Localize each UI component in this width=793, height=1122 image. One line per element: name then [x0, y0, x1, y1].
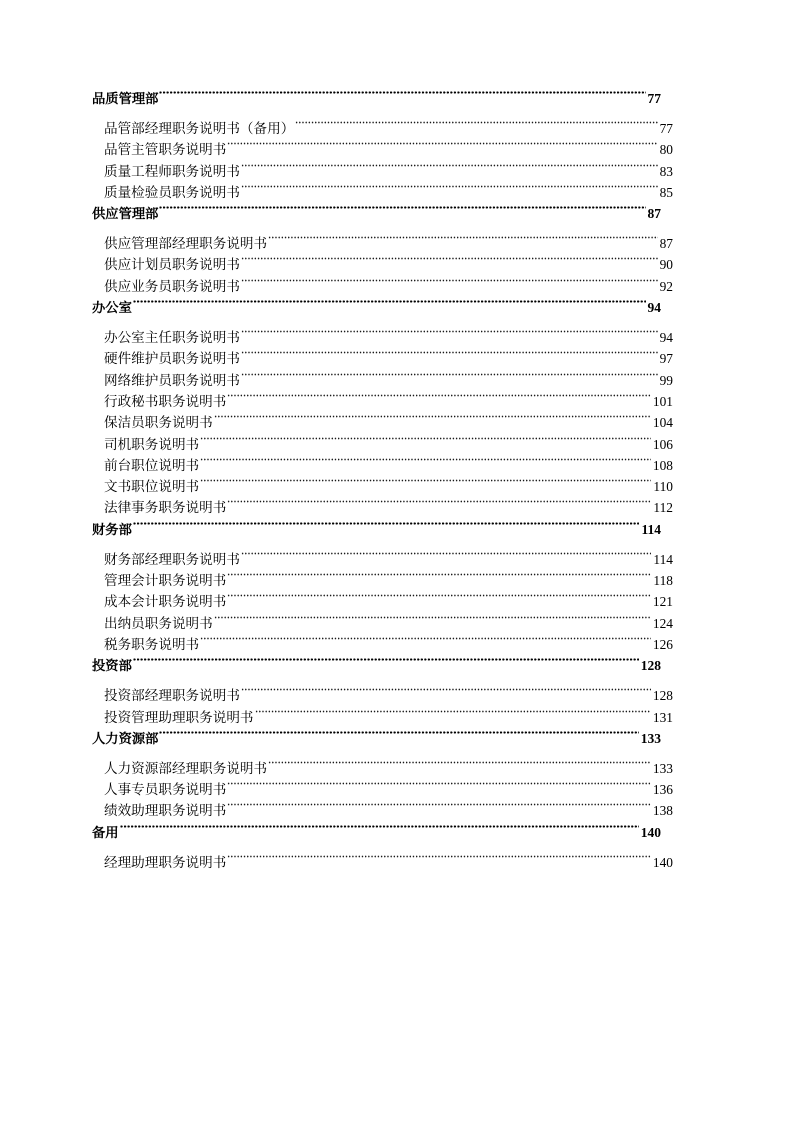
toc-entry-page-number: 80 — [659, 142, 673, 158]
dot-leader — [241, 184, 658, 197]
toc-entry-page-number: 128 — [652, 688, 673, 704]
dot-leader — [241, 163, 658, 176]
toc-entry-label: 前台职位说明书 — [104, 457, 200, 473]
dot-leader — [255, 709, 651, 722]
toc-entry-label: 文书职位说明书 — [104, 479, 200, 495]
toc-entry-row[interactable] — [92, 591, 673, 612]
toc-entry-page-number: 110 — [653, 479, 673, 495]
toc-entry-page-number: 77 — [659, 121, 673, 136]
toc-entry-page-number: 85 — [659, 184, 673, 200]
dot-leader — [241, 278, 658, 291]
dot-leader — [133, 657, 639, 670]
toc-entry-label: 硬件维护员职务说明书 — [104, 351, 240, 367]
dot-leader — [241, 350, 658, 363]
toc-entry-label: 供应管理部经理职务说明书 — [104, 236, 268, 252]
toc-entry-label: 人力资源部经理职务说明书 — [104, 760, 268, 776]
dot-leader — [159, 205, 645, 218]
dot-leader — [200, 457, 651, 470]
dot-leader — [200, 478, 651, 491]
dot-leader — [227, 393, 651, 406]
toc-entry-page-number: 97 — [659, 351, 673, 367]
toc-entry-label: 质量工程师职务说明书 — [104, 163, 240, 179]
toc-entry-label: 保洁员职务说明书 — [104, 415, 213, 431]
toc-entry-label: 成本会计职务说明书 — [104, 594, 227, 610]
toc-entry-label: 品管主管职务说明书 — [104, 142, 227, 158]
toc-entry-row[interactable] — [92, 348, 673, 369]
dot-leader — [241, 372, 658, 385]
toc-entry-page-number: 131 — [652, 709, 673, 725]
dot-leader — [159, 730, 638, 743]
toc-entry-label: 质量检验员职务说明书 — [104, 184, 240, 200]
toc-entry-row[interactable] — [92, 412, 673, 433]
toc-entry-page-number: 104 — [652, 415, 673, 431]
toc-heading-label: 办公室 — [92, 300, 132, 316]
toc-section — [92, 203, 673, 297]
toc-entry-row[interactable] — [92, 370, 673, 391]
toc-entry-label: 网络维护员职务说明书 — [104, 372, 240, 388]
toc-section — [92, 519, 673, 655]
toc-entry-page-number: 124 — [652, 615, 673, 631]
toc-entry-row[interactable] — [92, 634, 673, 655]
toc-heading-page-number: 133 — [640, 730, 661, 746]
toc-entry-row[interactable] — [92, 118, 673, 139]
toc-heading-row[interactable] — [92, 88, 661, 109]
toc-heading-label: 供应管理部 — [92, 206, 159, 222]
toc-entry-row[interactable] — [92, 549, 673, 570]
toc-entry-label: 投资管理助理职务说明书 — [104, 709, 254, 725]
toc-entry-row[interactable] — [92, 434, 673, 455]
toc-entry-row[interactable] — [92, 254, 673, 275]
toc-entry-label: 品管部经理职务说明书（备用） — [104, 121, 295, 136]
toc-entry-row[interactable] — [92, 570, 673, 591]
toc-entry-row[interactable] — [92, 758, 673, 779]
table-of-contents — [92, 88, 673, 873]
toc-heading-page-number: 87 — [647, 206, 661, 222]
toc-entry-label: 行政秘书职务说明书 — [104, 393, 227, 409]
toc-entry-page-number: 126 — [652, 636, 673, 652]
dot-leader — [227, 572, 651, 585]
toc-entry-label: 财务部经理职务说明书 — [104, 551, 240, 567]
toc-heading-row[interactable] — [92, 728, 661, 749]
toc-heading-row[interactable] — [92, 655, 661, 676]
dot-leader — [227, 499, 651, 512]
toc-entry-page-number: 112 — [653, 500, 673, 516]
toc-heading-label: 人力资源部 — [92, 730, 159, 746]
dot-leader — [295, 120, 657, 133]
toc-entry-row[interactable] — [92, 685, 673, 706]
toc-entry-page-number: 108 — [652, 457, 673, 473]
toc-entry-label: 管理会计职务说明书 — [104, 573, 227, 589]
toc-heading-label: 财务部 — [92, 521, 132, 537]
toc-entry-row[interactable] — [92, 139, 673, 160]
toc-entry-row[interactable] — [92, 455, 673, 476]
toc-entry-label: 人事专员职务说明书 — [104, 782, 227, 798]
toc-entry-label: 出纳员职务说明书 — [104, 615, 213, 631]
toc-heading-label: 投资部 — [92, 658, 132, 674]
toc-entry-row[interactable] — [92, 800, 673, 821]
toc-entry-page-number: 118 — [653, 573, 673, 589]
dot-leader — [227, 781, 651, 794]
toc-entry-row[interactable] — [92, 391, 673, 412]
toc-entry-label: 供应业务员职务说明书 — [104, 278, 240, 294]
toc-heading-row[interactable] — [92, 822, 661, 843]
toc-heading-page-number: 140 — [640, 824, 661, 840]
toc-entry-page-number: 114 — [653, 551, 673, 567]
toc-entry-row[interactable] — [92, 476, 673, 497]
toc-entry-page-number: 99 — [659, 372, 673, 388]
toc-section — [92, 655, 673, 728]
toc-heading-row[interactable] — [92, 203, 661, 224]
toc-entry-page-number: 121 — [652, 594, 673, 610]
toc-entry-row[interactable] — [92, 161, 673, 182]
dot-leader — [241, 551, 651, 564]
dot-leader — [241, 256, 658, 269]
toc-entry-row[interactable] — [92, 613, 673, 634]
dot-leader — [227, 141, 657, 154]
toc-heading-page-number: 114 — [641, 521, 661, 537]
toc-entry-page-number: 138 — [652, 803, 673, 819]
toc-entry-label: 供应计划员职务说明书 — [104, 257, 240, 273]
toc-entry-row[interactable] — [92, 497, 673, 518]
toc-heading-page-number: 128 — [640, 658, 661, 674]
toc-heading-label: 品质管理部 — [92, 91, 159, 106]
toc-entry-page-number: 133 — [652, 760, 673, 776]
toc-entry-page-number: 83 — [659, 163, 673, 179]
toc-section — [92, 728, 673, 822]
toc-heading-row[interactable] — [92, 297, 661, 318]
toc-entry-row[interactable] — [92, 779, 673, 800]
toc-section — [92, 297, 673, 519]
dot-leader — [227, 802, 651, 815]
toc-section — [92, 822, 673, 873]
toc-entry-label: 绩效助理职务说明书 — [104, 803, 227, 819]
toc-entry-row[interactable] — [92, 707, 673, 728]
dot-leader — [200, 436, 651, 449]
toc-entry-label: 经理助理职务说明书 — [104, 854, 227, 870]
toc-entry-row[interactable] — [92, 233, 673, 254]
dot-leader — [133, 299, 646, 312]
toc-entry-page-number: 94 — [659, 330, 673, 346]
dot-leader — [133, 521, 640, 534]
toc-entry-row[interactable] — [92, 276, 673, 297]
toc-entry-page-number: 106 — [652, 436, 673, 452]
dot-leader — [120, 824, 639, 837]
toc-entry-page-number: 90 — [659, 257, 673, 273]
toc-heading-row[interactable] — [92, 519, 661, 540]
toc-entry-page-number: 92 — [659, 278, 673, 294]
toc-entry-label: 投资部经理职务说明书 — [104, 688, 240, 704]
toc-heading-page-number: 77 — [647, 91, 661, 106]
toc-section — [92, 88, 673, 203]
toc-entry-label: 法律事务职务说明书 — [104, 500, 227, 516]
toc-entry-page-number: 136 — [652, 782, 673, 798]
toc-entry-row[interactable] — [92, 852, 673, 873]
dot-leader — [227, 854, 651, 867]
toc-entry-label: 司机职务说明书 — [104, 436, 200, 452]
toc-heading-page-number: 94 — [647, 300, 661, 316]
dot-leader — [227, 593, 651, 606]
dot-leader — [268, 235, 657, 248]
dot-leader — [200, 636, 651, 649]
toc-entry-page-number: 140 — [652, 854, 673, 870]
toc-entry-label: 办公室主任职务说明书 — [104, 330, 240, 346]
toc-heading-label: 备用 — [92, 824, 119, 840]
toc-entry-page-number: 101 — [652, 393, 673, 409]
dot-leader — [268, 760, 651, 773]
toc-entry-row[interactable] — [92, 182, 673, 203]
dot-leader — [214, 615, 651, 628]
dot-leader — [241, 687, 651, 700]
toc-entry-row[interactable] — [92, 327, 673, 348]
dot-leader — [214, 414, 651, 427]
dot-leader — [159, 90, 645, 103]
toc-entry-label: 税务职务说明书 — [104, 636, 200, 652]
dot-leader — [241, 329, 658, 342]
toc-entry-page-number: 87 — [659, 236, 673, 252]
